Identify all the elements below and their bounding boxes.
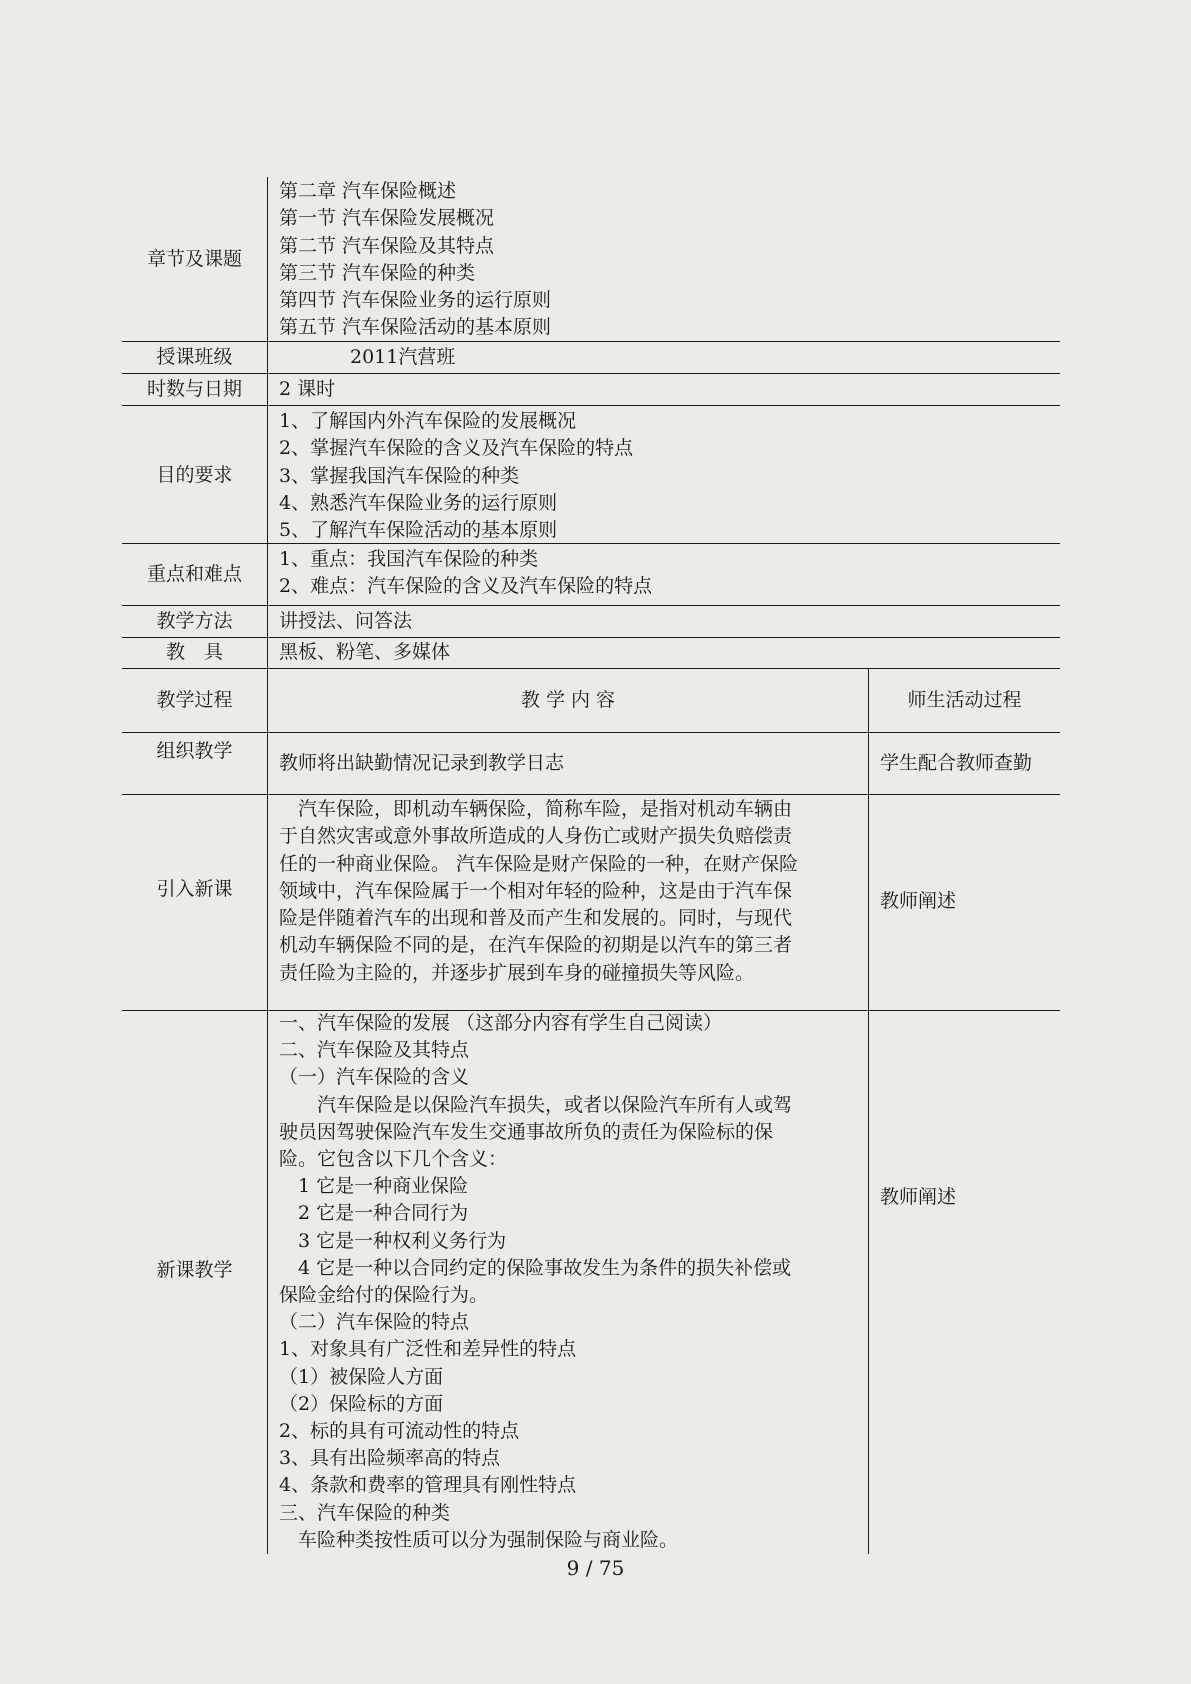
- intro-line: 机动车辆保险不同的是，在汽车保险的初期是以汽车的第三者: [279, 934, 793, 957]
- key-points-label: 重点和难点: [146, 563, 242, 585]
- row-rule: [122, 373, 1060, 374]
- lesson-line: 汽车保险是以保险汽车损失，或者以保险汽车所有人或驾: [279, 1093, 793, 1116]
- key-points-lines: [279, 546, 652, 601]
- organize-activity: 学生配合教师查勤: [880, 752, 1033, 774]
- lesson-line: 险。它包含以下几个含义：: [279, 1148, 508, 1171]
- method-label: 教学方法: [156, 610, 233, 632]
- hours-value: 2 课时: [279, 378, 336, 400]
- header-activity: 师生活动过程: [907, 689, 1022, 711]
- chapter-label: 章节及课题: [146, 248, 242, 270]
- lesson-line: 3 它是一种权利义务行为: [279, 1229, 507, 1252]
- lesson-line: 驶员因驾驶保险汽车发生交通事故所负的责任为保险标的保: [279, 1120, 774, 1143]
- intro-line: 领域中，汽车保险属于一个相对年轻的险种，这是由于汽车保: [279, 879, 793, 902]
- chapter-line: 第五节 汽车保险活动的基本原则: [279, 316, 552, 339]
- lesson-line: （2）保险标的方面: [279, 1392, 444, 1415]
- lesson-line: 3、具有出险频率高的特点: [279, 1447, 501, 1470]
- intro-activity: 教师阐述: [880, 890, 957, 912]
- objective-line: 4、熟悉汽车保险业务的运行原则: [279, 491, 558, 514]
- intro-paragraph: [279, 796, 798, 987]
- lesson-line: 保险金给付的保险行为。: [279, 1284, 489, 1307]
- lesson-line: 1 它是一种商业保险: [279, 1175, 469, 1198]
- chapter-lines: [279, 178, 551, 342]
- intro-line: 责任险为主险的，并逐步扩展到车身的碰撞损失等风险。: [279, 961, 755, 984]
- objectives-lines: [279, 408, 633, 544]
- lesson-line: 2 它是一种合同行为: [279, 1202, 469, 1225]
- objective-line: 2、掌握汽车保险的含义及汽车保险的特点: [279, 437, 634, 460]
- new-lesson-body: [279, 1010, 792, 1554]
- row-rule: [122, 668, 1060, 669]
- row-rule: [122, 405, 1060, 406]
- lesson-line: 一、汽车保险的发展 （这部分内容有学生自己阅读）: [279, 1012, 723, 1034]
- key-point-line: 1、重点：我国汽车保险的种类: [279, 548, 539, 570]
- key-point-line: 2、难点：汽车保险的含义及汽车保险的特点: [279, 575, 653, 598]
- table-divider-left: [267, 177, 268, 1554]
- hours-label: 时数与日期: [146, 378, 242, 400]
- new-lesson-activity: 教师阐述: [880, 1186, 957, 1208]
- lesson-line: 二、汽车保险及其特点: [279, 1039, 470, 1062]
- method-value: 讲授法、问答法: [279, 610, 413, 632]
- lesson-line: （一）汽车保险的含义: [279, 1066, 470, 1089]
- lesson-line: 1、对象具有广泛性和差异性的特点: [279, 1338, 577, 1361]
- chapter-line: 第二节 汽车保险及其特点: [279, 234, 495, 257]
- class-label: 授课班级: [156, 346, 233, 368]
- lesson-line: 2、标的具有可流动性的特点: [279, 1420, 520, 1443]
- new-lesson-label: 新课教学: [156, 1259, 233, 1281]
- chapter-line: 第三节 汽车保险的种类: [279, 261, 476, 284]
- organize-content: 教师将出缺勤情况记录到教学日志: [279, 752, 565, 774]
- tools-label: 教 具: [165, 641, 223, 663]
- lesson-line: 车险种类按性质可以分为强制保险与商业险。: [279, 1528, 679, 1551]
- row-rule: [122, 732, 1060, 733]
- class-value: 2011汽营班: [350, 346, 456, 368]
- lesson-line: 4 它是一种以合同约定的保险事故发生为条件的损失补偿或: [279, 1256, 792, 1279]
- objective-line: 3、掌握我国汽车保险的种类: [279, 464, 520, 487]
- tools-value: 黑板、粉笔、多媒体: [279, 641, 451, 663]
- row-rule: [122, 341, 1060, 342]
- row-rule: [122, 794, 1060, 795]
- row-rule: [122, 605, 1060, 606]
- intro-line: 汽车保险，即机动车辆保险，简称车险，是指对机动车辆由: [279, 798, 793, 820]
- objectives-label: 目的要求: [156, 464, 233, 486]
- chapter-line: 第二章 汽车保险概述: [279, 180, 457, 202]
- intro-line: 于自然灾害或意外事故所造成的人身伤亡或财产损失负赔偿责: [279, 825, 793, 848]
- lesson-line: （1）被保险人方面: [279, 1365, 444, 1388]
- lesson-line: 4、条款和费率的管理具有刚性特点: [279, 1474, 577, 1497]
- lesson-line: （二）汽车保险的特点: [279, 1311, 470, 1334]
- header-content: 教 学 内 容: [520, 689, 616, 711]
- objective-line: 1、了解国内外汽车保险的发展概况: [279, 410, 577, 432]
- objective-line: 5、了解汽车保险活动的基本原则: [279, 519, 558, 542]
- organize-label: 组织教学: [156, 740, 233, 762]
- intro-line: 任的一种商业保险。 汽车保险是财产保险的一种，在财产保险: [279, 852, 799, 875]
- row-rule: [122, 637, 1060, 638]
- intro-label: 引入新课: [156, 878, 233, 900]
- page-number: 9 / 75: [566, 1556, 625, 1580]
- chapter-line: 第四节 汽车保险业务的运行原则: [279, 289, 552, 312]
- intro-line: 险是伴随着汽车的出现和普及而产生和发展的。同时，与现代: [279, 907, 793, 930]
- chapter-line: 第一节 汽车保险发展概况: [279, 207, 495, 230]
- header-process: 教学过程: [156, 689, 233, 711]
- lesson-line: 三、汽车保险的种类: [279, 1501, 451, 1524]
- table-divider-right: [868, 668, 869, 1554]
